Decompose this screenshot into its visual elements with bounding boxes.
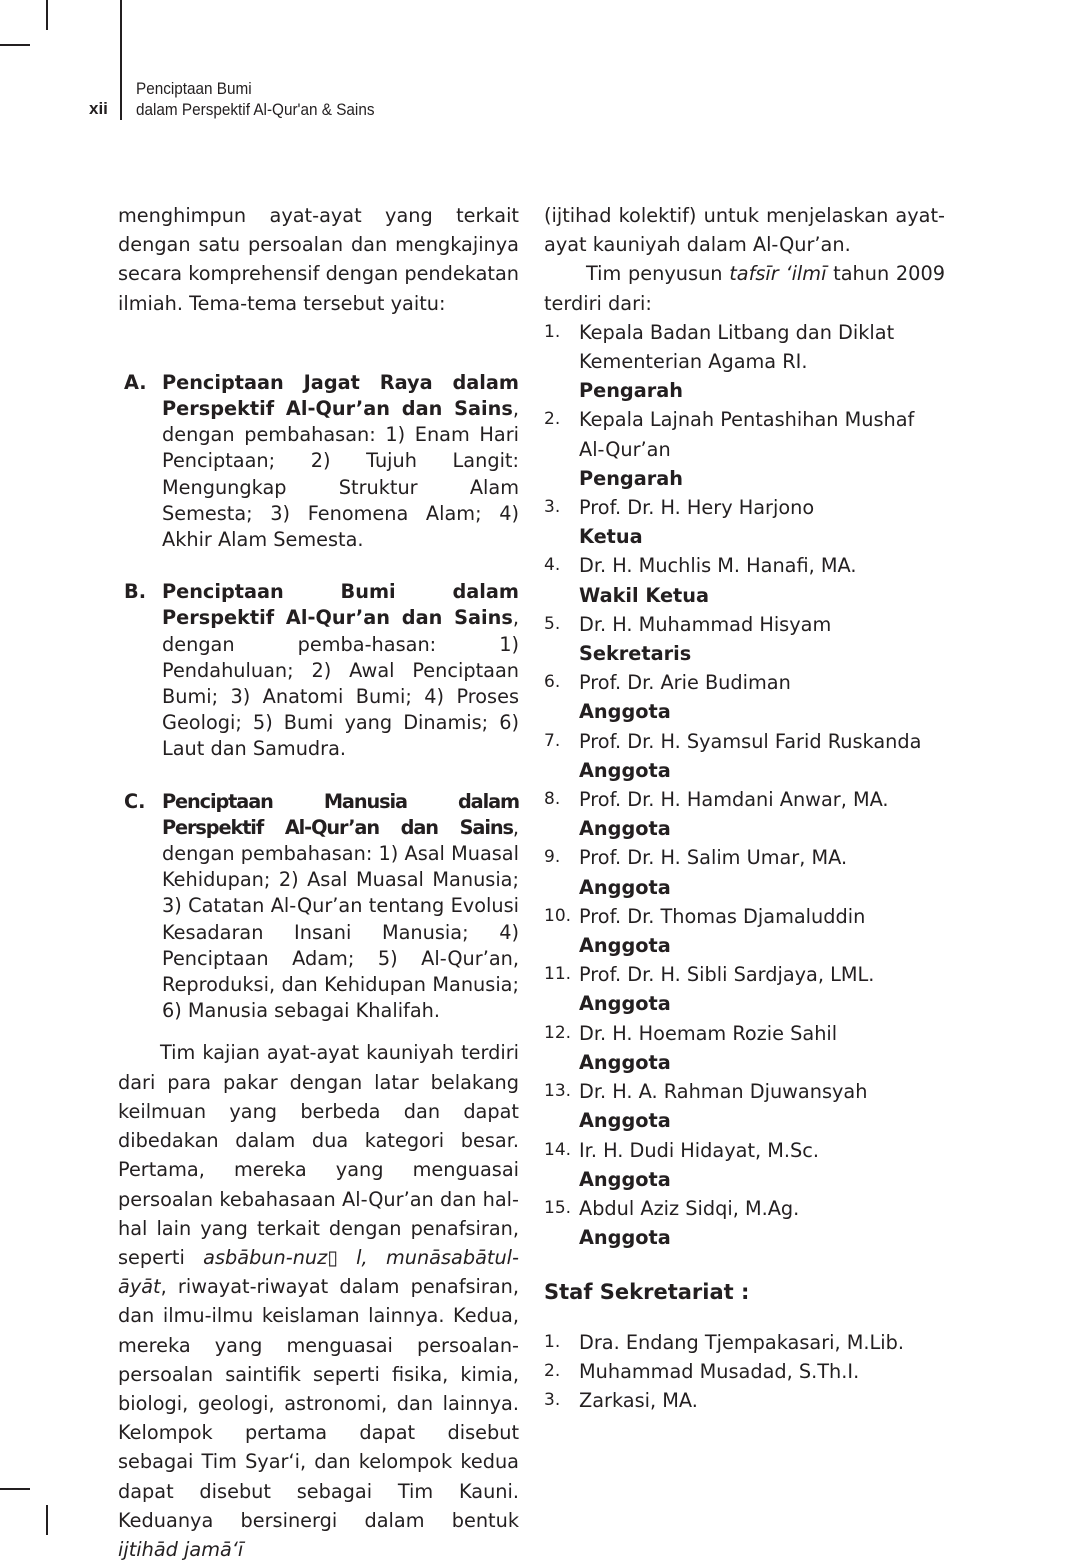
member-number: 5.	[544, 613, 561, 634]
theme-description: , dengan pemba-hasan: 1) Pendahuluan; 2) Awal Penciptaan Bumi; 3) Anatomi Bumi; 4) Proses Geologi; 5) Bumi yang Dinamis; 6) Laut dan Samudra.	[162, 606, 519, 761]
member-name: Prof. Dr. H. Hery Harjono	[579, 496, 815, 520]
staff-heading: Staf Sekretariat :	[544, 1280, 750, 1305]
member-role: Anggota	[579, 875, 671, 899]
book-title-line-1: Penciptaan Bumi	[136, 79, 252, 98]
member-list	[544, 318, 945, 1253]
member-entry	[544, 843, 945, 901]
member-name: Kepala Badan Litbang dan Diklat Kementerian Agama RI.	[579, 320, 895, 374]
team-intro	[544, 259, 945, 317]
member-name: Prof. Dr. H. Salim Umar, MA.	[579, 846, 848, 870]
member-name: Prof. Dr. H. Sibli Sardjaya, LML.	[579, 963, 875, 987]
member-number: 2.	[544, 409, 561, 430]
staff-name: Muhammad Musadad, S.Th.I.	[579, 1359, 860, 1383]
member-entry	[544, 1136, 945, 1194]
staff-entry	[544, 1386, 945, 1415]
member-number: 9.	[544, 847, 561, 868]
crop-mark-top-left-vertical	[46, 0, 48, 30]
theme-title: Penciptaan Bumi dalam Perspektif Al-Qur’an dan Sains	[162, 580, 519, 630]
member-entry	[544, 960, 945, 1018]
member-number: 6.	[544, 672, 561, 693]
member-name: Dr. H. A. Rahman Djuwansyah	[579, 1080, 868, 1104]
theme-letter: B.	[124, 580, 147, 604]
theme-letter: C.	[124, 789, 146, 813]
member-role: Anggota	[579, 1109, 671, 1133]
member-role: Anggota	[579, 992, 671, 1016]
member-name: Dr. H. Hoemam Rozie Sahil	[579, 1021, 838, 1045]
member-number: 14.	[544, 1139, 572, 1160]
member-entry	[544, 493, 945, 551]
crop-mark-bottom-left-horizontal	[0, 1488, 30, 1490]
theme-c	[118, 789, 519, 1025]
member-number: 3.	[544, 497, 561, 518]
member-name: Dr. H. Muhammad Hisyam	[579, 612, 832, 636]
left-column	[118, 201, 519, 1564]
member-entry	[544, 785, 945, 843]
theme-body	[162, 789, 519, 1025]
staff-entry	[544, 1328, 945, 1357]
member-number: 11.	[544, 964, 572, 985]
member-role: Anggota	[579, 758, 671, 782]
member-number: 12.	[544, 1022, 572, 1043]
staff-number: 2.	[544, 1360, 561, 1381]
member-name: Abdul Aziz Sidqi, M.Ag.	[579, 1196, 800, 1220]
member-name: Dr. H. Muchlis M. Hanafi, MA.	[579, 554, 857, 578]
running-header	[136, 78, 374, 120]
member-name: Prof. Dr. H. Hamdani Anwar, MA.	[579, 788, 889, 812]
member-role: Anggota	[579, 934, 671, 958]
member-role: Anggota	[579, 1050, 671, 1074]
member-role: Sekretaris	[579, 642, 692, 666]
theme-description: , dengan pembahasan: 1) Asal Muasal Kehidupan; 2) Asal Muasal Manusia; 3) Catatan Al-Qur’an tentang Evolusi Kesadaran Insani Manusia; 4) Penciptaan Adam; 5) Al-Qur’an, Reproduksi, dan Kehidupan Manusia; 6) Manusia sebagai Khalifah.	[162, 815, 519, 1023]
member-number: 4.	[544, 555, 561, 576]
member-role: Wakil Ketua	[579, 583, 709, 607]
member-name: Ir. H. Dudi Hidayat, M.Sc.	[579, 1138, 819, 1162]
member-entry	[544, 405, 945, 493]
theme-description: , dengan pembahasan: 1) Enam Hari Penciptaan; 2) Tujuh Langit: Mengungkap Struktur Alam Semesta; 3) Fenomena Alam; 4) Akhir Alam Semesta.	[162, 397, 519, 552]
book-title-line-2: dalam Perspektif Al-Qur'an & Sains	[136, 100, 375, 119]
team-intro-text-2: tahun 2009 terdiri dari:	[544, 262, 945, 315]
staff-name: Zarkasi, MA.	[579, 1388, 698, 1412]
theme-b	[118, 579, 519, 762]
member-entry	[544, 727, 945, 785]
staff-entry	[544, 1357, 945, 1386]
theme-letter: A.	[124, 370, 147, 394]
member-number: 7.	[544, 730, 561, 751]
theme-body	[162, 579, 519, 762]
member-entry	[544, 1019, 945, 1077]
team-intro-italic: tafsīr ‘ilmī	[729, 262, 827, 286]
team-paragraph-text-2: , riwayat-riwayat dalam penafsiran, dan ilmu-ilmu keislaman lainnya. Kedua, mereka yang menguasai persoalan-persoalan saintifik seperti fisika, kimia, biologi, geologi, astronomi, dan lainnya. Kelompok pertama dapat disebut sebagai Tim Syar‘i, dan kelompok kedua dapat disebut sebagai Tim Kauni. Keduanya bersinergi dalam bentuk	[118, 1275, 519, 1532]
member-role: Pengarah	[579, 379, 683, 403]
crop-mark-top-left-horizontal	[0, 44, 30, 46]
member-entry	[544, 1077, 945, 1135]
team-intro-text-1: Tim penyusun	[586, 262, 730, 286]
theme-body	[162, 370, 519, 553]
team-paragraph-text-1: Tim kajian ayat-ayat kauniyah terdiri dari para pakar dengan latar belakang keilmuan yang berbeda dan dapat dibedakan dalam dua kategori besar. Pertama, mereka yang menguasai persoalan kebahasaan Al-Qur’an dan hal-hal lain yang terkait dengan penafsiran, seperti	[118, 1041, 519, 1269]
member-entry	[544, 551, 945, 609]
member-entry	[544, 902, 945, 960]
member-number: 8.	[544, 789, 561, 810]
member-role: Anggota	[579, 1167, 671, 1191]
theme-title: Penciptaan Manusia dalam Perspektif Al-Qur’an dan Sains	[162, 789, 519, 839]
member-number: 10.	[544, 905, 572, 926]
member-role: Pengarah	[579, 466, 683, 490]
member-name: Kepala Lajnah Pentashihan Mushaf Al-Qur’an	[579, 408, 915, 461]
team-paragraph	[118, 1038, 519, 1564]
member-number: 15.	[544, 1197, 572, 1218]
member-name: Prof. Dr. H. Syamsul Farid Ruskanda	[579, 729, 922, 753]
member-name: Prof. Dr. Thomas Djamaluddin	[579, 904, 866, 928]
member-entry	[544, 668, 945, 726]
member-name: Prof. Dr. Arie Budiman	[579, 671, 791, 695]
member-entry	[544, 610, 945, 668]
member-role: Anggota	[579, 817, 671, 841]
theme-title: Penciptaan Jagat Raya dalam Perspektif Al-Qur’an dan Sains	[162, 370, 519, 421]
member-number: 13.	[544, 1081, 572, 1102]
team-paragraph-italic-2: ijtihād jamā‘ī	[118, 1537, 244, 1561]
right-column	[544, 201, 945, 1415]
staff-name: Dra. Endang Tjempakasari, M.Lib.	[579, 1330, 905, 1354]
staff-number: 1.	[544, 1331, 561, 1352]
member-number: 1.	[544, 321, 561, 342]
staff-list	[544, 1328, 945, 1416]
continuation-paragraph: (ijtihad kolektif) untuk menjelaskan ayat-ayat kauniyah dalam Al-Qur’an.	[544, 204, 945, 257]
member-role: Ketua	[579, 525, 643, 549]
member-role: Anggota	[579, 1226, 671, 1250]
member-role: Anggota	[579, 700, 671, 724]
member-entry	[544, 1194, 945, 1252]
page-number: xii	[89, 99, 108, 118]
staff-number: 3.	[544, 1389, 561, 1410]
member-entry	[544, 318, 945, 406]
crop-mark-bottom-left-vertical	[46, 1505, 48, 1535]
team-paragraph-italic-1: asbābun-nuz▯ l, munāsabātul-āyāt	[118, 1245, 519, 1299]
intro-paragraph: menghimpun ayat-ayat yang terkait dengan satu persoalan dan mengkajinya secara komprehensif dengan pendekatan ilmiah. Tema-tema tersebut yaitu:	[118, 204, 519, 315]
theme-a	[118, 370, 519, 553]
header-rule	[120, 0, 122, 120]
